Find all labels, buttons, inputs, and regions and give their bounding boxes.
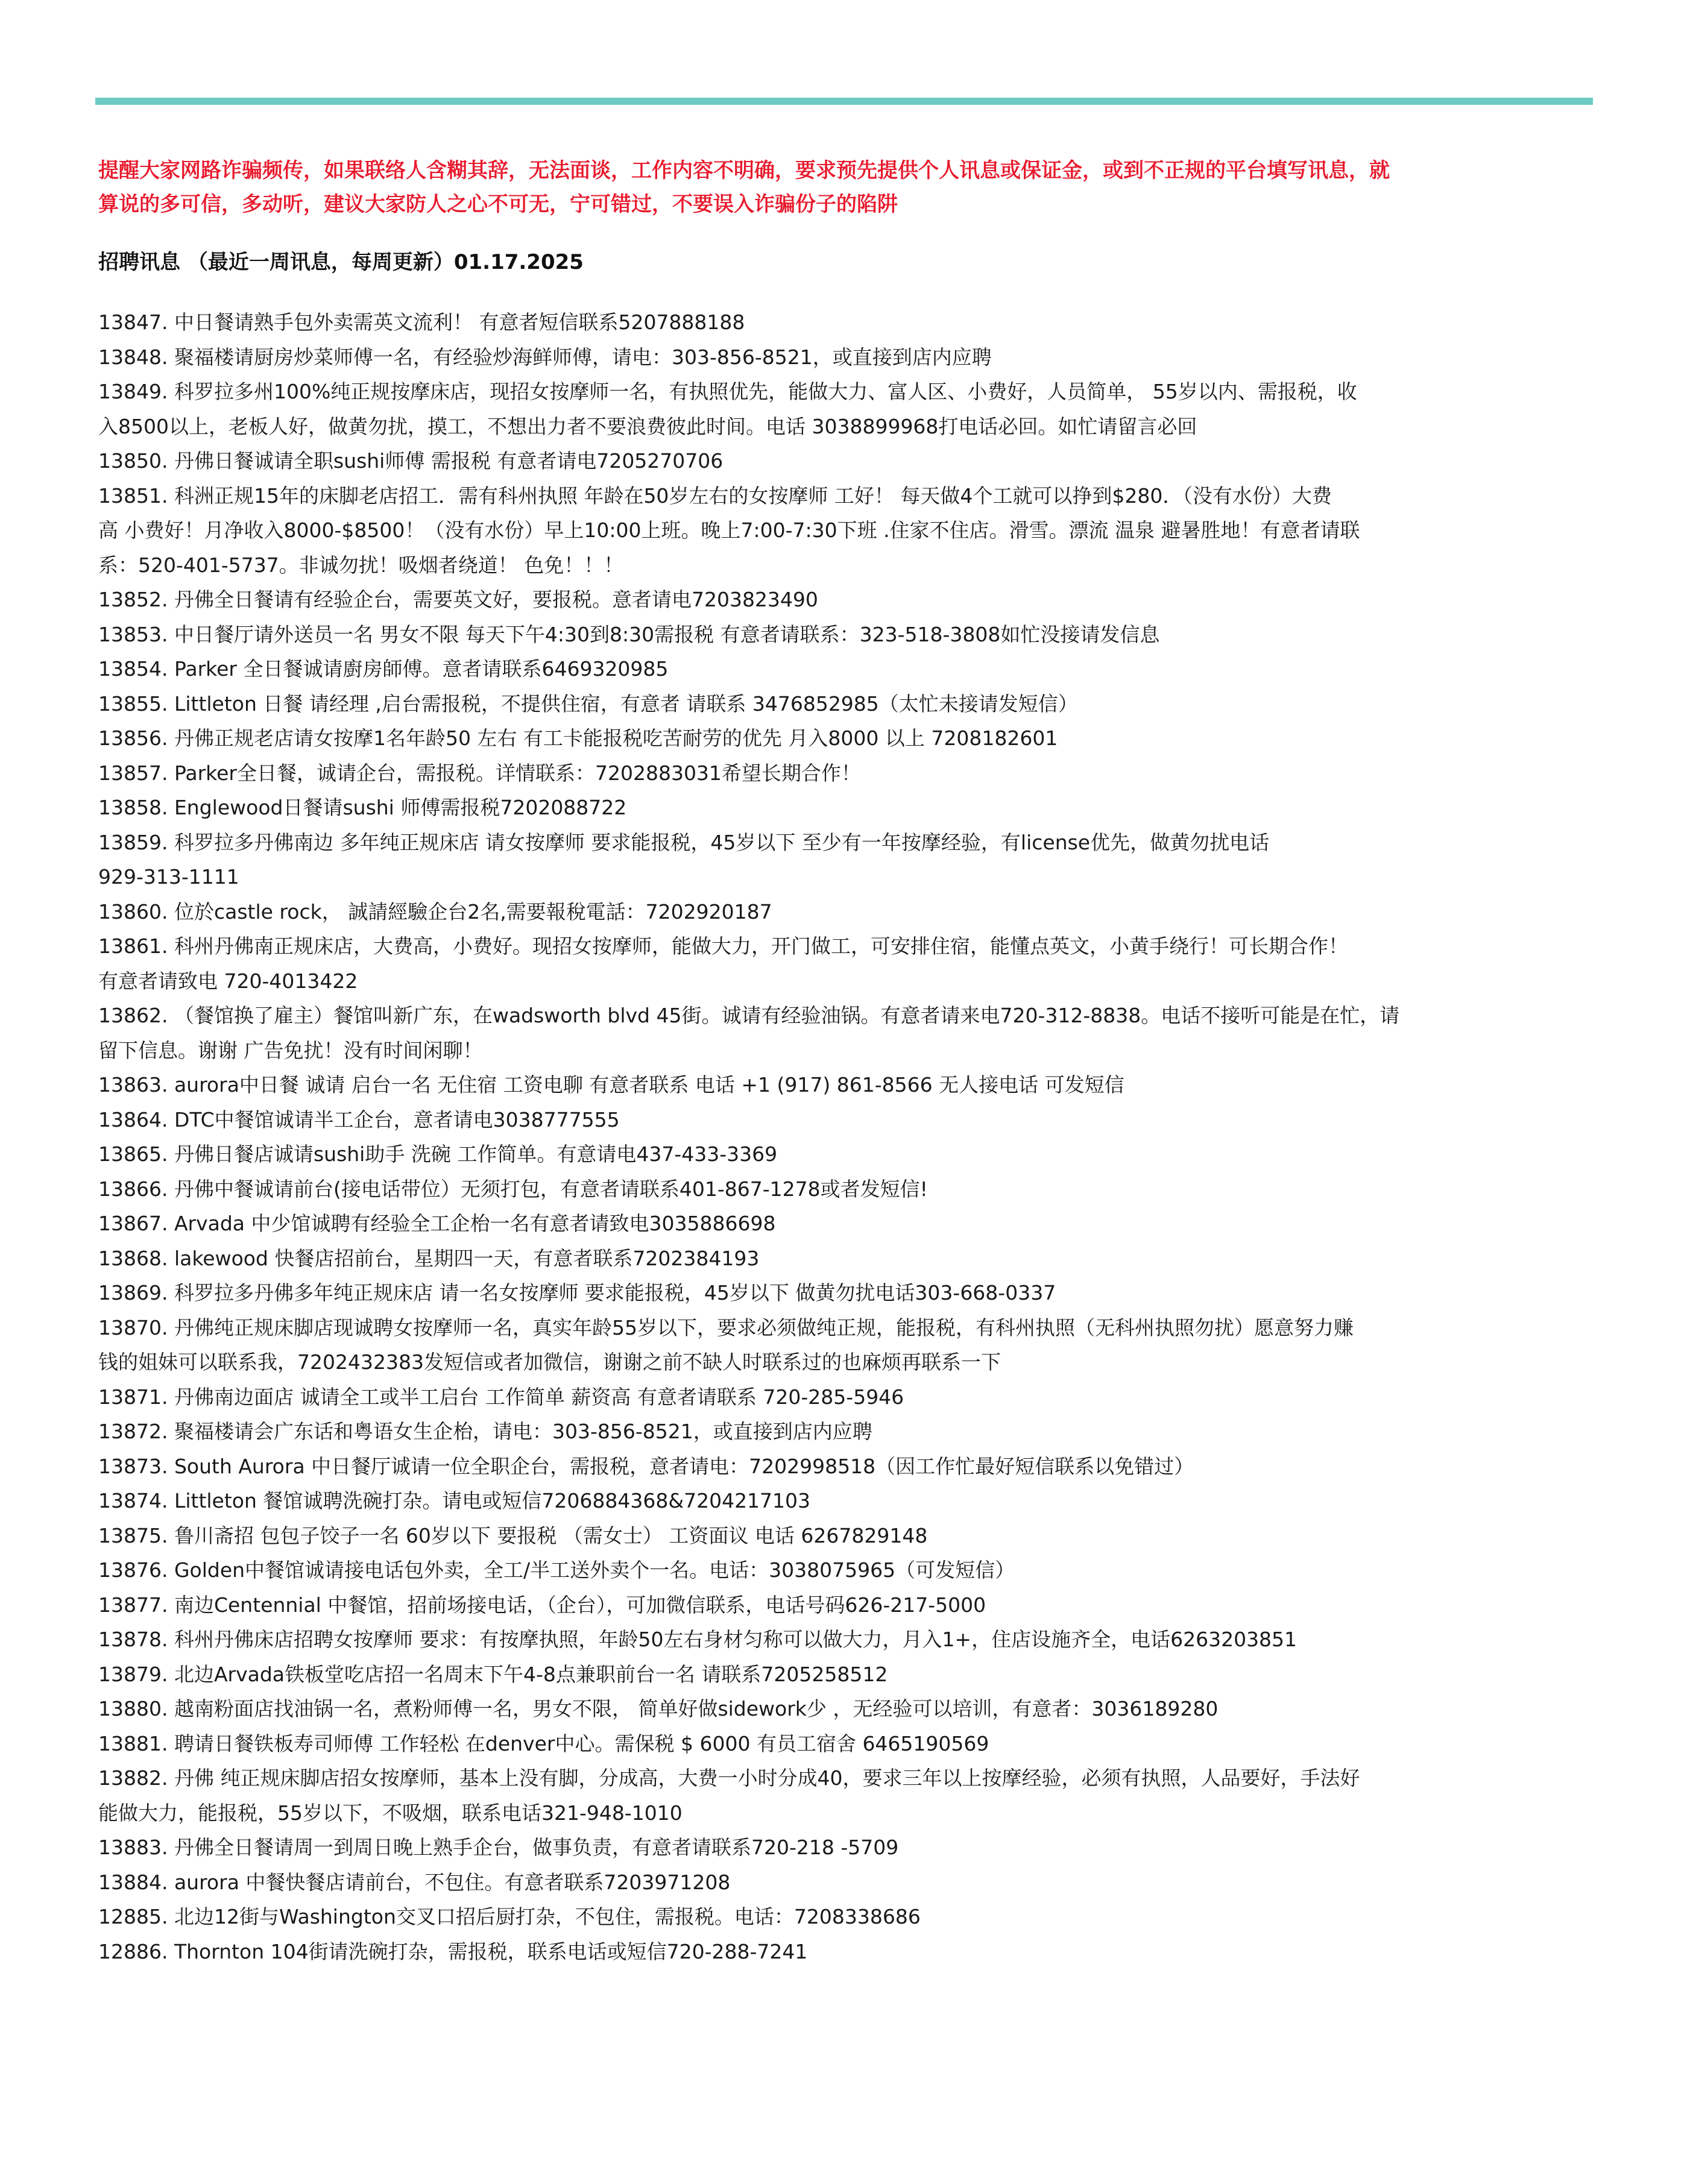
job-listing-text: 13875. 鲁川斋招 包包子饺子一名 60岁以下 要报税 （需女士） 工资面议 电话 6267829148 — [98, 1523, 928, 1547]
job-listing-text: 13881. 聘请日餐铁板寿司师傅 工作轻松 在denver中心。需保税 $ 6000 有员工宿舍 6465190569 — [98, 1731, 989, 1755]
job-listing — [98, 1449, 1588, 1484]
job-listing — [98, 374, 1588, 444]
job-listing — [98, 825, 1588, 895]
job-listing-text: 929-313-1111 — [98, 865, 239, 889]
fraud-warning-line: 算说的多可信，多动听，建议大家防人之心不可无，宁可错过，不要误入诈骗份子的陷阱 — [98, 192, 898, 216]
job-listing — [98, 895, 1588, 930]
job-listing — [98, 1899, 1588, 1934]
job-listing-text: 13857. Parker全日餐，诚请企台，需报税。详情联系：7202883031希望长期合作！ — [98, 761, 861, 785]
job-listing — [98, 652, 1588, 687]
job-listing — [98, 1934, 1588, 1969]
job-listing-text: 13863. aurora中日餐 诚请 启台一名 无住宿 工资电聊 有意者联系 电话 +1 (917) 861-8566 无人接电话 可发短信 — [98, 1073, 1124, 1097]
job-listing-text: 13877. 南边Centennial 中餐馆，招前场接电话，（企台），可加微信联系，电话号码626-217-5000 — [98, 1593, 986, 1617]
job-listing — [98, 790, 1588, 825]
job-listing-text: 13851. 科洲正规15年的床脚老店招工．需有科州执照 年龄在50岁左右的女按摩师 工好！ 每天做4个工就可以挣到$280．（没有水份）大费 — [98, 483, 1332, 508]
job-listing-text: 13862. （餐馆换了雇主）餐馆叫新广东，在wadsworth blvd 45街。诚请有经验油锅。有意者请来电720-312-8838。电话不接听可能是在忙，请 — [98, 1004, 1400, 1027]
job-listing — [98, 1172, 1588, 1207]
job-listing-text: 13847. 中日餐请熟手包外卖需英文流利！ 有意者短信联系5207888188 — [98, 310, 745, 334]
job-listing-text: 13868. lakewood 快餐店招前台，星期四一天，有意者联系7202384193 — [98, 1246, 760, 1270]
job-listing-text: 13864. DTC中餐馆诚请半工企台，意者请电3038777555 — [98, 1107, 620, 1131]
job-listing-text: 12885. 北边12街与Washington交叉口招后厨打杂，不包住，需报税。电话：7208338686 — [98, 1905, 921, 1928]
job-listing — [98, 582, 1588, 617]
job-listing-text: 13853. 中日餐厅请外送员一名 男女不限 每天下午4:30到8:30需报税 有意者请联系：323-518-3808如忙没接请发信息 — [98, 622, 1160, 646]
job-listing — [98, 1518, 1588, 1553]
job-listing-text: 13883. 丹佛全日餐请周一到周日晚上熟手企台，做事负责，有意者请联系720-218 -5709 — [98, 1836, 899, 1859]
job-listing — [98, 1865, 1588, 1900]
job-listing-text: 13874. Littleton 餐馆诚聘洗碗打杂。请电或短信7206884368&7204217103 — [98, 1489, 811, 1512]
job-listing-text: 13861. 科州丹佛南正规床店，大费高，小费好。现招女按摩师，能做大力，开门做工，可安排住宿，能懂点英文，小黄手绕行！可长期合作！ — [98, 934, 1348, 958]
job-listing — [98, 1414, 1588, 1449]
job-listing-text: 13852. 丹佛全日餐请有经验企台，需要英文好，要报税。意者请电7203823490 — [98, 588, 818, 611]
job-listing-text: 13870. 丹佛纯正规床脚店现诚聘女按摩师一名，真实年龄55岁以下，要求必须做纯正规，能报税，有科州执照（无科州执照勿扰）愿意努力赚 — [98, 1315, 1354, 1339]
fraud-warning — [98, 154, 1569, 221]
job-listing-text: 13855. Littleton 日餐 请经理 ,启台需报税，不提供住宿，有意者 请联系 3476852985（太忙未接请发短信） — [98, 691, 1078, 716]
job-listing-text: 13867. Arvada 中少馆诚聘有经验全工企枱一名有意者请致电3035886698 — [98, 1212, 776, 1235]
job-listing-text: 有意者请致电 720-4013422 — [98, 969, 358, 993]
job-listing-text: 13882. 丹佛 纯正规床脚店招女按摩师，基本上没有脚，分成高，大费一小时分成40，要求三年以上按摩经验，必须有执照，人品要好，手法好 — [98, 1766, 1360, 1790]
job-listing — [98, 1380, 1588, 1415]
job-listing-text: 13871. 丹佛南边面店 诚请全工或半工启台 工作简单 薪资高 有意者请联系 720-285-5946 — [98, 1385, 904, 1409]
job-listing-text: 13865. 丹佛日餐店诚请sushi助手 洗碗 工作简单。有意请电437-433-3369 — [98, 1142, 778, 1166]
job-listing-text: 13872. 聚福楼请会广东话和粤语女生企枱，请电：303-856-8521，或直接到店内应聘 — [98, 1420, 872, 1443]
job-listing-text: 13873. South Aurora 中日餐厅诚请一位全职企台，需报税，意者请电：7202998518（因工作忙最好短信联系以免错过） — [98, 1454, 1194, 1478]
job-listing — [98, 998, 1588, 1068]
header-divider — [95, 98, 1593, 105]
job-listing — [98, 1103, 1588, 1138]
job-listing — [98, 1657, 1588, 1692]
job-listing-text: 13860. 位於castle rock， 誠請經驗企台2名,需要報稅電話：7202920187 — [98, 899, 772, 924]
job-listing — [98, 1068, 1588, 1103]
job-listing — [98, 1761, 1588, 1830]
job-listing — [98, 1588, 1588, 1623]
job-listing-text: 13884. aurora 中餐快餐店请前台，不包住。有意者联系7203971208 — [98, 1870, 731, 1894]
job-listing-text: 钱的姐妹可以联系我，7202432383发短信或者加微信，谢谢之前不缺人时联系过的也麻烦再联系一下 — [98, 1350, 1001, 1374]
job-listing — [98, 1830, 1588, 1865]
job-listing — [98, 1553, 1588, 1588]
job-listing-text: 13878. 科州丹佛床店招聘女按摩师 要求：有按摩执照，年龄50左右身材匀称可以做大力，月入1+，住店设施齐全，电话6263203851 — [98, 1628, 1298, 1651]
job-listing — [98, 444, 1588, 479]
job-listing — [98, 721, 1588, 756]
job-listing-text: 13866. 丹佛中餐诚请前台(接电话带位）无须打包，有意者请联系401-867-1278或者发短信! — [98, 1177, 928, 1201]
job-listing-text: 能做大力，能报税，55岁以下，不吸烟，联系电话321-948-1010 — [98, 1801, 683, 1825]
job-listing-text: 13856. 丹佛正规老店请女按摩1名年龄50 左右 有工卡能报税吃苦耐劳的优先 月入8000 以上 7208182601 — [98, 726, 1058, 750]
job-listings — [98, 305, 1588, 1969]
job-listing-text: 入8500以上，老板人好，做黄勿扰，摸工，不想出力者不要浪费彼此时间。电话 3038899968打电话必回。如忙请留言必回 — [98, 414, 1197, 438]
job-listing-text: 留下信息。谢谢 广告免扰！没有时间闲聊！ — [98, 1038, 483, 1062]
job-listing — [98, 1311, 1588, 1380]
job-listing — [98, 340, 1588, 375]
job-listing — [98, 479, 1588, 583]
job-listing-text: 12886. Thornton 104街请洗碗打杂，需报税，联系电话或短信720-288-7241 — [98, 1939, 808, 1963]
job-listing-text: 13858. Englewood日餐请sushi 师傅需报税7202088722 — [98, 796, 627, 819]
job-listing — [98, 1691, 1588, 1726]
job-listing — [98, 1241, 1588, 1276]
job-listing — [98, 1622, 1588, 1657]
job-listing-text: 13850. 丹佛日餐诚请全职sushi师傅 需报税 有意者请电7205270706 — [98, 449, 724, 473]
job-listing — [98, 1484, 1588, 1518]
job-listing — [98, 687, 1588, 722]
fraud-warning-line: 提醒大家网路诈骗频传，如果联络人含糊其辞，无法面谈，工作内容不明确，要求预先提供个人讯息或保证金，或到不正规的平台填写讯息，就 — [98, 159, 1390, 183]
job-listing — [98, 1726, 1588, 1761]
job-listing-text: 系：520-401-5737。非诚勿扰！吸烟者绕道！ 色免！！！ — [98, 553, 624, 577]
job-listing — [98, 305, 1588, 340]
page-title: 招聘讯息 （最近一周讯息，每周更新）01.17.2025 — [98, 250, 584, 274]
job-listing — [98, 756, 1588, 791]
job-listing-text: 13876. Golden中餐馆诚请接电话包外卖，全工/半工送外卖个一名。电话：3038075965（可发短信） — [98, 1558, 1015, 1582]
job-listing-text: 13848. 聚福楼请厨房炒菜师傅一名，有经验炒海鲜师傅，请电：303-856-8521，或直接到店内应聘 — [98, 345, 992, 369]
job-listing-text: 13854. Parker 全日餐诚请廚房師傅。意者请联系6469320985 — [98, 657, 669, 681]
job-listing — [98, 1276, 1588, 1311]
job-listing — [98, 1206, 1588, 1241]
job-listing — [98, 617, 1588, 652]
job-listing-text: 13869. 科罗拉多丹佛多年纯正规床店 请一名女按摩师 要求能报税，45岁以下 做黄勿扰电话303-668-0337 — [98, 1281, 1056, 1304]
job-listing — [98, 1137, 1588, 1172]
job-listing-text: 13879. 北边Arvada铁板堂吃店招一名周末下午4-8点兼职前台一名 请联系7205258512 — [98, 1662, 888, 1686]
job-listing-text: 高 小费好！月净收入8000-$8500！（没有水份）早上10:00上班。晚上7:00-7:30下班 .住家不住店。滑雪。漂流 温泉 避暑胜地！有意者请联 — [98, 518, 1360, 542]
job-listing-text: 13880. 越南粉面店找油锅一名，煮粉师傅一名，男女不限， 简单好做sidework少 ，无经验可以培训，有意者：3036189280 — [98, 1697, 1219, 1720]
job-listing-text: 13849. 科罗拉多州100%纯正规按摩床店，现招女按摩师一名，有执照优先，能做大力、富人区、小费好，人员简单， 55岁以内、需报税，收 — [98, 380, 1357, 403]
job-listing — [98, 929, 1588, 998]
job-listing-text: 13859. 科罗拉多丹佛南边 多年纯正规床店 请女按摩师 要求能报税，45岁以下 至少有一年按摩经验，有license优先，做黄勿扰电话 — [98, 830, 1270, 854]
